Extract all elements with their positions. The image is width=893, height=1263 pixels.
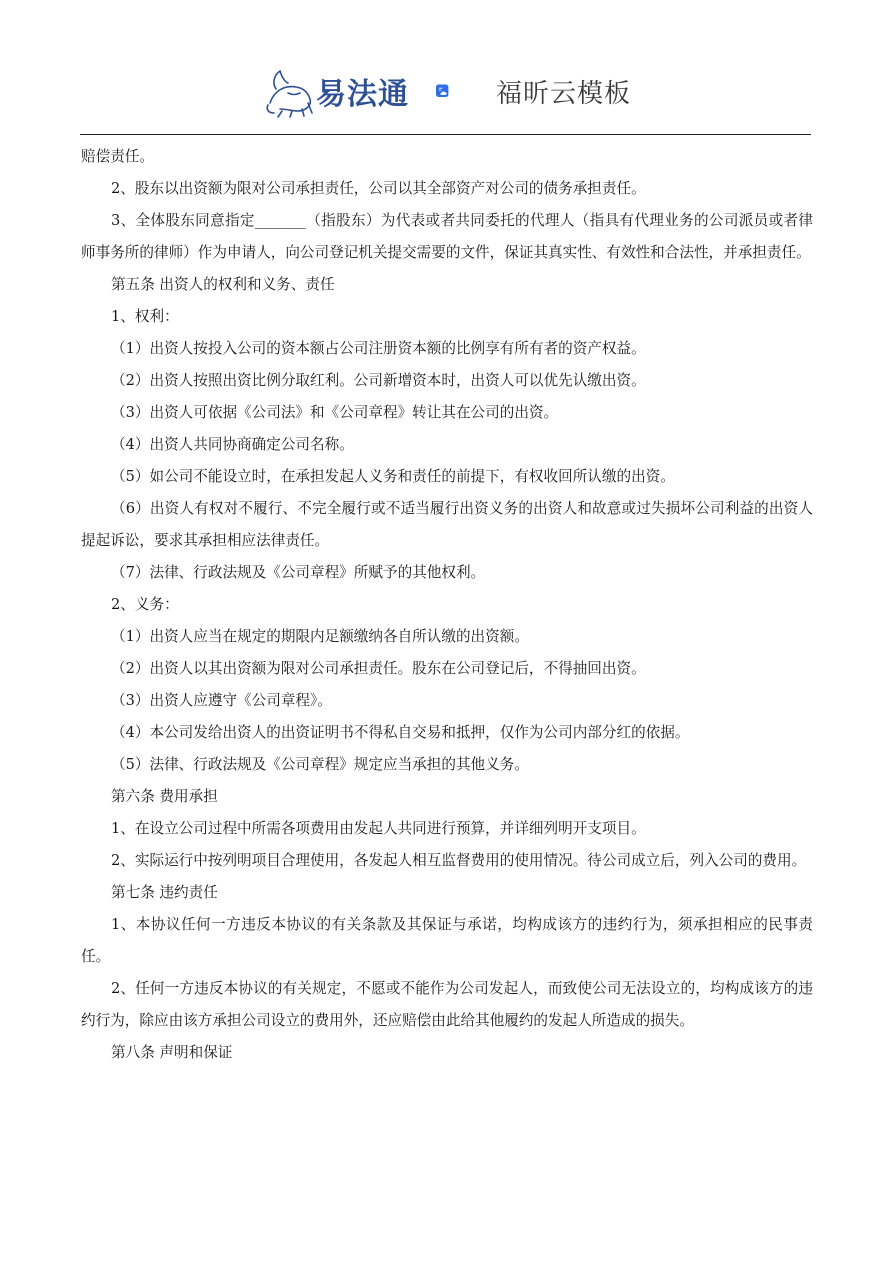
body-paragraph: （2）出资人按照出资比例分取红利。公司新增资本时，出资人可以优先认缴出资。 xyxy=(111,372,646,389)
fuxin-cloud-icon xyxy=(436,65,488,117)
body-paragraph: （6）出资人有权对不履行、不完全履行或不适当履行出资义务的出资人和故意或过失损坏公司利益的出资人提起诉讼，要求其承担相应法律责任。 xyxy=(81,500,813,549)
body-paragraph: （4）出资人共同协商确定公司名称。 xyxy=(111,436,354,453)
body-paragraph: 1、本协议任何一方违反本协议的有关条款及其保证与承诺，均构成该方的违约行为，须承担相应的民事责任。 xyxy=(81,916,813,965)
body-paragraph: （5）如公司不能设立时，在承担发起人义务和责任的前提下，有权收回所认缴的出资。 xyxy=(111,468,675,485)
body-paragraph: （1）出资人按投入公司的资本额占公司注册资本额的比例享有所有者的资产权益。 xyxy=(111,340,646,357)
body-paragraph: 2、义务： xyxy=(111,596,179,613)
body-paragraph: 3、全体股东同意指定_______（指股东）为代表或者共同委托的代理人（指具有代理业务的公司派员或者律师事务所的律师）作为申请人，向公司登记机关提交需要的文件，保证其真实性、有效性和合法性，并承担责任。 xyxy=(81,212,813,261)
body-paragraph: 2、任何一方违反本协议的有关规定，不愿或不能作为公司发起人，而致使公司无法设立的，均构成该方的违约行为，除应由该方承担公司设立的费用外，还应赔偿由此给其他履约的发起人所造成的损失。 xyxy=(81,980,813,1029)
body-paragraph: （7）法律、行政法规及《公司章程》所赋予的其他权利。 xyxy=(111,564,486,581)
body-paragraph: 1、在设立公司过程中所需各项费用由发起人共同进行预算，并详细列明开支项目。 xyxy=(111,820,646,837)
yifatong-logo-text: 易法通 xyxy=(316,77,409,112)
header-divider xyxy=(80,134,811,135)
body-paragraph: 赔偿责任。 xyxy=(81,148,154,165)
body-paragraph: 第六条 费用承担 xyxy=(111,788,218,805)
body-paragraph: （4）本公司发给出资人的出资证明书不得私自交易和抵押，仅作为公司内部分红的依据。 xyxy=(111,724,690,741)
body-paragraph: （3）出资人应遵守《公司章程》。 xyxy=(111,692,332,709)
body-paragraph: 1、权利： xyxy=(111,308,179,325)
body-paragraph: （1）出资人应当在规定的期限内足额缴纳各自所认缴的出资额。 xyxy=(111,628,529,645)
body-paragraph: （3）出资人可依据《公司法》和《公司章程》转让其在公司的出资。 xyxy=(111,404,559,421)
document-body xyxy=(81,141,813,1069)
body-paragraph: 第八条 声明和保证 xyxy=(111,1044,233,1061)
body-paragraph: 2、股东以出资额为限对公司承担责任，公司以其全部资产对公司的债务承担责任。 xyxy=(111,180,646,197)
body-paragraph: （2）出资人以其出资额为限对公司承担责任。股东在公司登记后，不得抽回出资。 xyxy=(111,660,646,677)
page-header xyxy=(0,55,893,125)
body-paragraph: 第七条 违约责任 xyxy=(111,884,218,901)
fuxin-logo-text: 福昕云模板 xyxy=(496,79,632,109)
body-paragraph: 2、实际运行中按列明项目合理使用，各发起人相互监督费用的使用情况。待公司成立后，列入公司的费用。 xyxy=(111,852,807,869)
body-paragraph: （5）法律、行政法规及《公司章程》规定应当承担的其他义务。 xyxy=(111,756,529,773)
body-paragraph: 第五条 出资人的权利和义务、责任 xyxy=(111,276,335,293)
